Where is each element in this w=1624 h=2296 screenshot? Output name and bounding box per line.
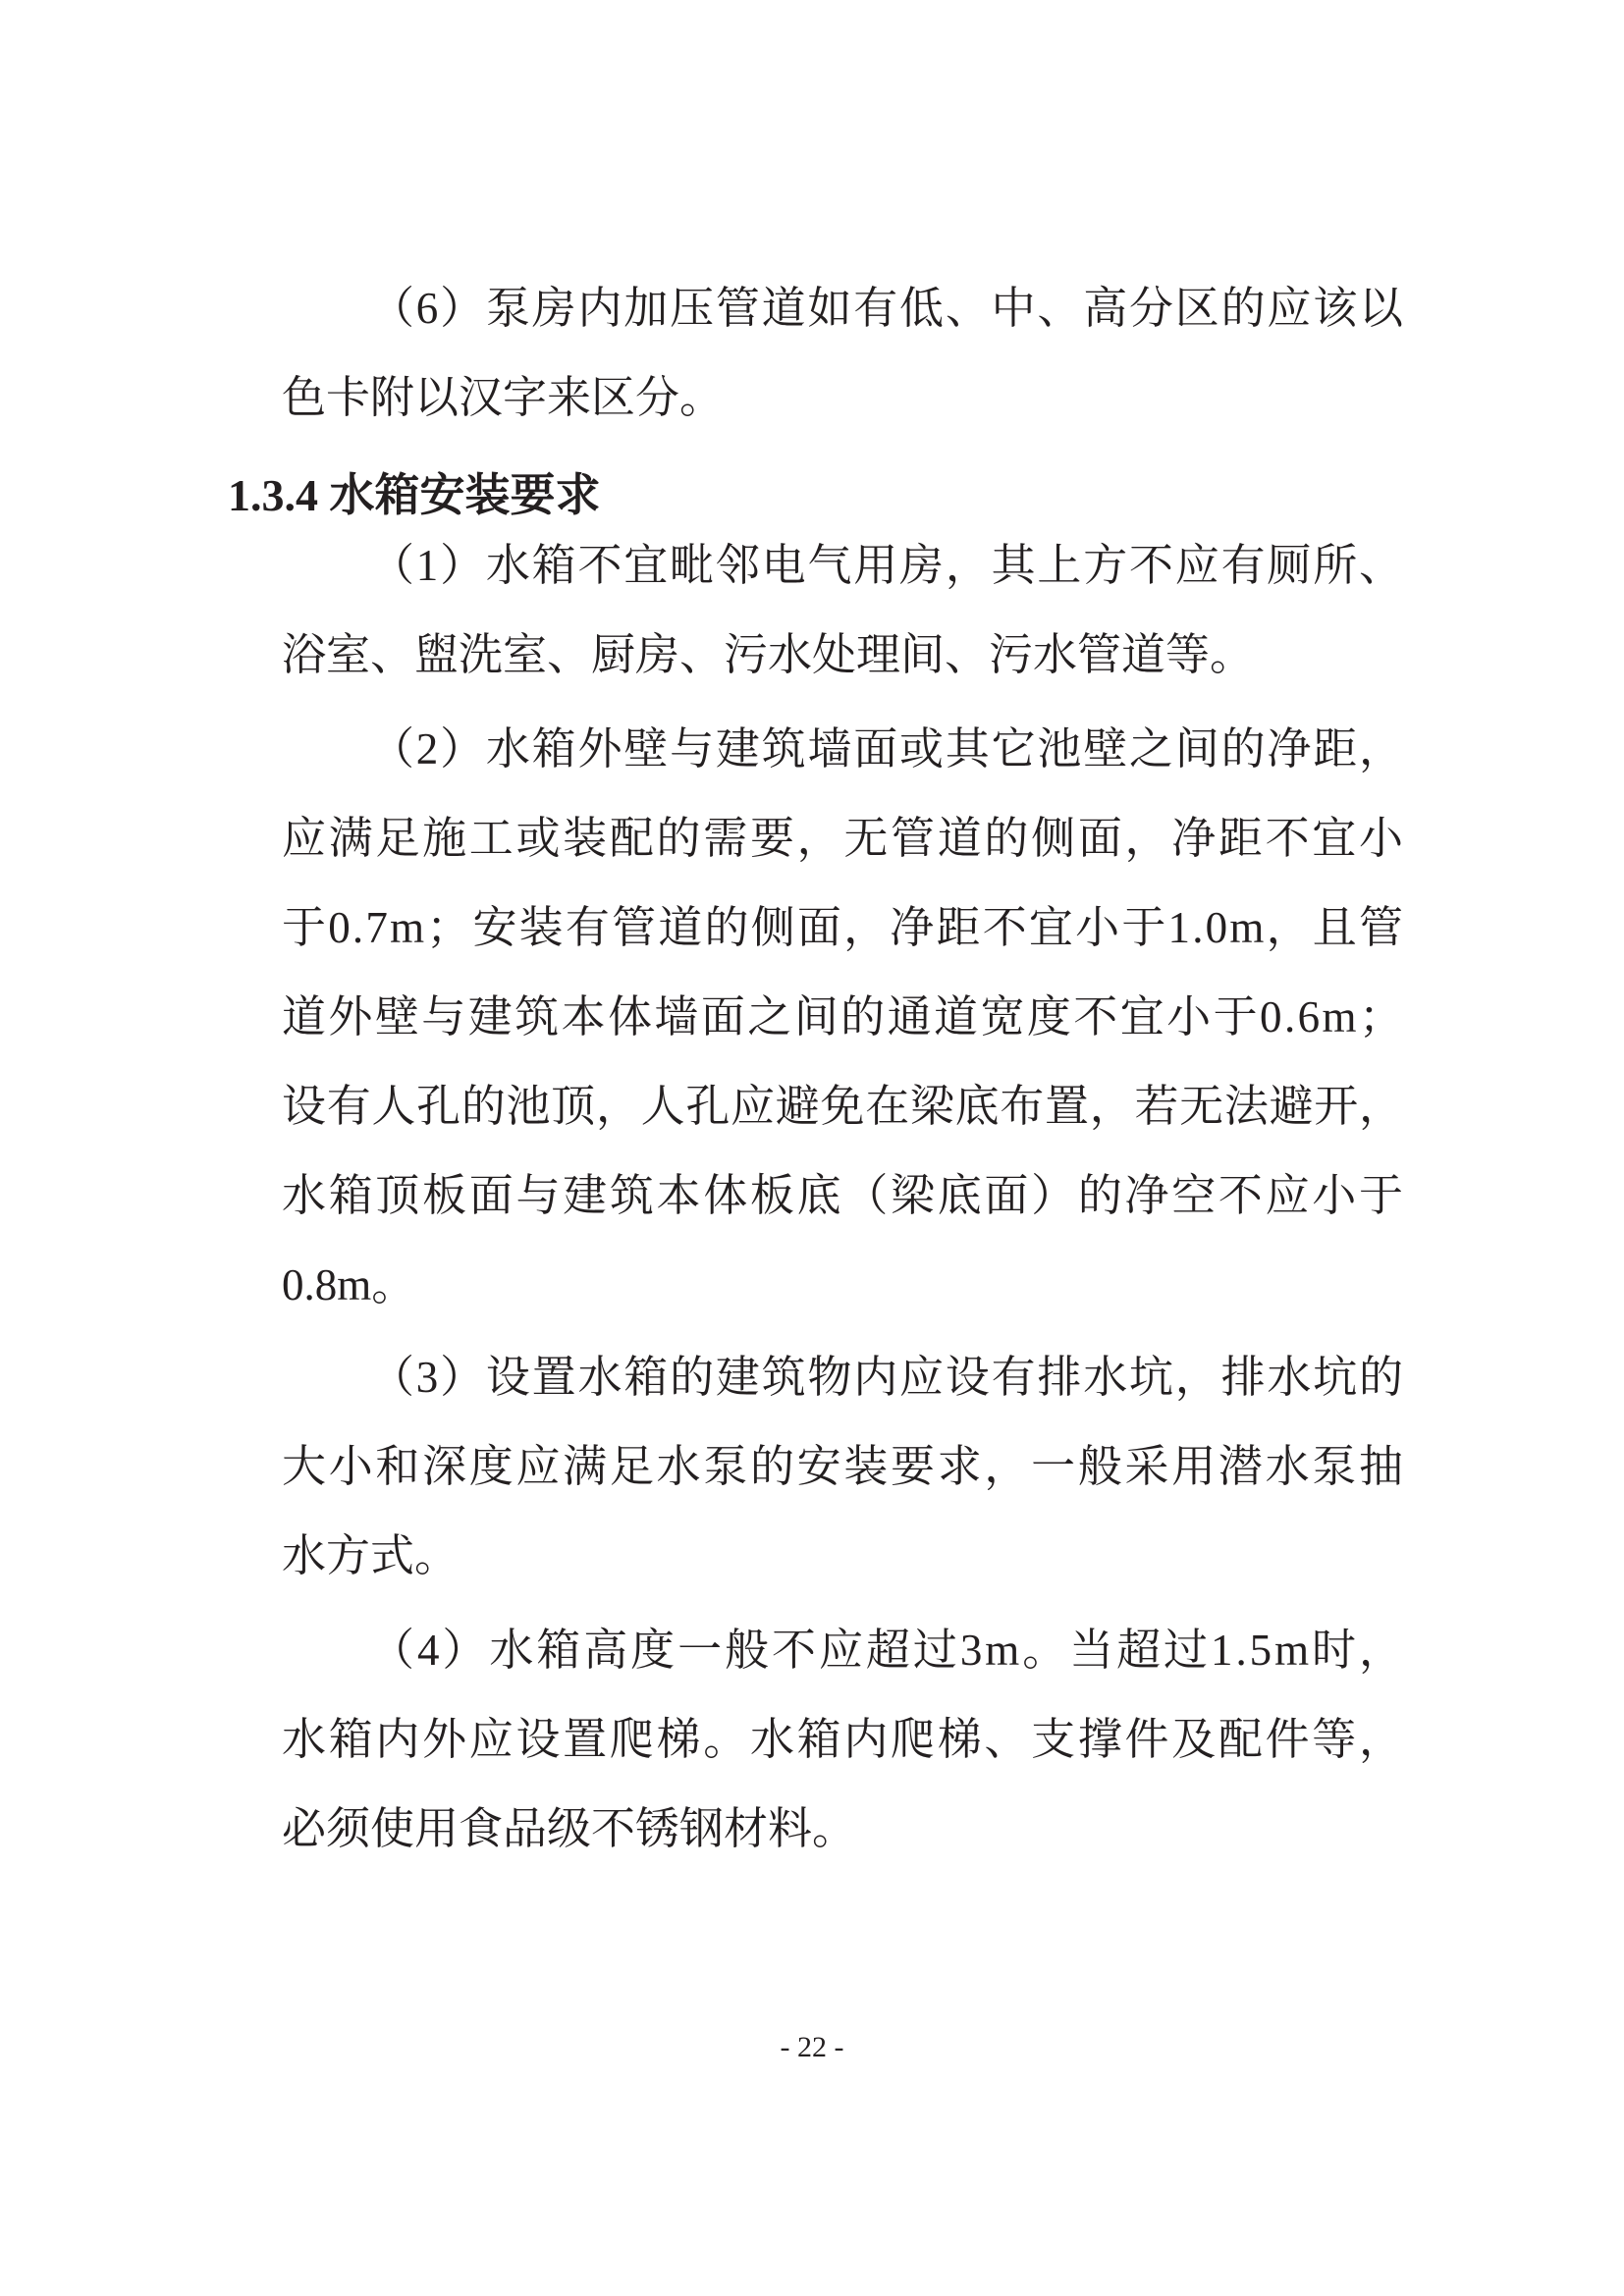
paragraph-line: 色卡附以汉字来区分。 [282, 373, 725, 422]
paragraph-item-3 [282, 1333, 1406, 1601]
paragraph-line: 于0.7m；安装有管道的侧面，净距不宜小于1.0m，且管 [282, 903, 1406, 952]
paragraph-line: 道外壁与建筑本体墙面之间的通道宽度不宜小于0.6m； [282, 992, 1406, 1041]
section-heading: 1.3.4 水箱安装要求 [228, 470, 601, 520]
paragraph-item-2 [282, 705, 1406, 1330]
paragraph-line: 浴室、盥洗室、厨房、污水处理间、污水管道等。 [282, 630, 1255, 679]
paragraph-line: 设有人孔的池顶，人孔应避免在梁底布置，若无法避开， [282, 1082, 1404, 1131]
paragraph-line: （3）设置水箱的建筑物内应设有排水坑，排水坑的 [370, 1353, 1405, 1402]
paragraph-line: 水箱顶板面与建筑本体板底（梁底面）的净空不应小于 [282, 1171, 1406, 1220]
paragraph-line: （1）水箱不宜毗邻电气用房，其上方不应有厕所、 [370, 541, 1405, 590]
paragraph-line: 水方式。 [282, 1531, 460, 1580]
page-number: - 22 - [780, 2031, 844, 2063]
paragraph-item-4 [282, 1606, 1406, 1874]
paragraph-line: （2）水箱外壁与建筑墙面或其它池壁之间的净距， [370, 724, 1405, 774]
paragraph-item-6 [282, 264, 1403, 443]
paragraph-line: （6）泵房内加压管道如有低、中、高分区的应该以 [370, 284, 1405, 333]
paragraph-line: 必须使用食品级不锈钢材料。 [282, 1804, 857, 1853]
paragraph-line: 大小和深度应满足水泵的安装要求，一般采用潜水泵抽 [282, 1442, 1406, 1491]
paragraph-line: （4）水箱高度一般不应超过3m。当超过1.5m时， [370, 1626, 1406, 1675]
paragraph-line: 水箱内外应设置爬梯。水箱内爬梯、支撑件及配件等， [282, 1715, 1406, 1764]
paragraph-line: 0.8m。 [282, 1260, 416, 1309]
paragraph-line: 应满足施工或装配的需要，无管道的侧面，净距不宜小 [282, 814, 1406, 863]
paragraph-item-1 [282, 521, 1403, 700]
